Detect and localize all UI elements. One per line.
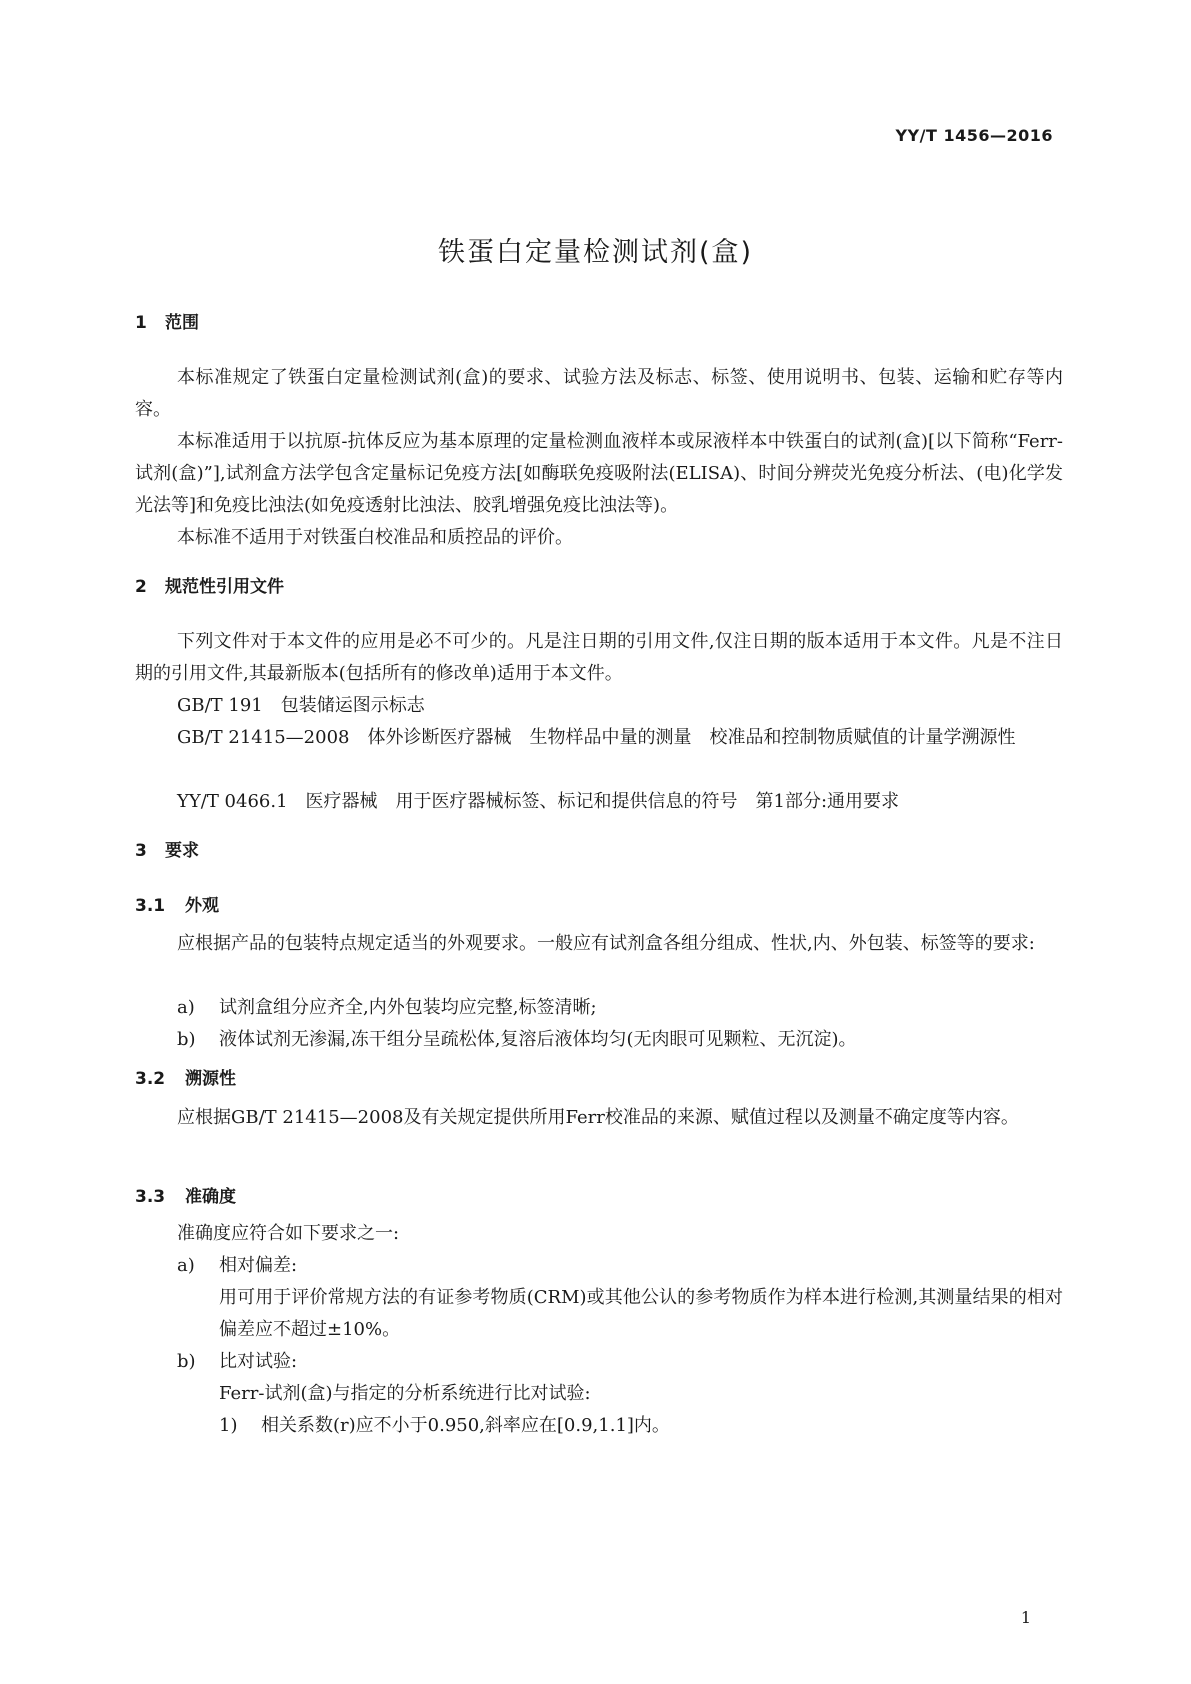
list-item-body: 用可用于评价常规方法的有证参考物质(CRM)或其他公认的参考物质作为样本进行检测,其测量结果的相对偏差应不超过±10%。: [219, 1287, 1063, 1340]
section-1-heading: [135, 308, 199, 333]
section-title: 溯源性: [185, 1069, 236, 1089]
section-3-3-heading: [135, 1182, 236, 1207]
list-item: [177, 1346, 297, 1378]
document-title: 铁蛋白定量检测试剂(盒): [437, 237, 754, 268]
list-text: 液体试剂无渗漏,冻干组分呈疏松体,复溶后液体均匀(无肉眼可见颗粒、无沉淀)。: [219, 1029, 857, 1050]
section-number: 3.1: [135, 896, 166, 916]
reference-item: GB/T 191 包装储运图示标志: [177, 695, 425, 716]
paragraph: 本标准规定了铁蛋白定量检测试剂(盒)的要求、试验方法及标志、标签、使用说明书、包装、运输和贮存等内容。: [135, 367, 1063, 420]
standard-code: YY/T 1456—2016: [895, 126, 1053, 145]
paragraph: 本标准适用于以抗原-抗体反应为基本原理的定量检测血液样本或尿液样本中铁蛋白的试剂(盒)[以下简称“Ferr-试剂(盒)”],试剂盒方法学包含定量标记免疫方法[如酶联免疫吸附法(ELISA)、时间分辨荧光免疫分析法、(电)化学发光法等]和免疫比浊法(如免疫透射比浊法、胶乳增强免疫比浊法等)。: [135, 431, 1063, 516]
section-title: 范围: [165, 313, 199, 333]
section-3-heading: [135, 836, 199, 861]
list-item-body: Ferr-试剂(盒)与指定的分析系统进行比对试验:: [219, 1383, 591, 1404]
list-item: [177, 1250, 297, 1282]
section-title: 外观: [185, 896, 219, 916]
section-3-1-heading: [135, 891, 219, 916]
list-item: [177, 992, 597, 1024]
paragraph: 应根据产品的包装特点规定适当的外观要求。一般应有试剂盒各组分组成、性状,内、外包装、标签等的要求:: [177, 933, 1035, 954]
list-label: a): [177, 997, 195, 1018]
section-number: 3.2: [135, 1069, 166, 1089]
section-number: 2: [135, 577, 147, 597]
list-text: 相对偏差:: [219, 1255, 298, 1276]
paragraph: 准确度应符合如下要求之一:: [177, 1223, 400, 1244]
list-subitem: [219, 1410, 670, 1442]
section-title: 准确度: [185, 1187, 236, 1207]
paragraph: 应根据GB/T 21415—2008及有关规定提供所用Ferr校准品的来源、赋值过程以及测量不确定度等内容。: [177, 1107, 1019, 1128]
paragraph: 下列文件对于本文件的应用是必不可少的。凡是注日期的引用文件,仅注日期的版本适用于本文件。凡是不注日期的引用文件,其最新版本(包括所有的修改单)适用于本文件。: [135, 631, 1063, 684]
reference-item: GB/T 21415—2008 体外诊断医疗器械 生物样品中量的测量 校准品和控制物质赋值的计量学溯源性: [177, 727, 1016, 748]
list-text: 相关系数(r)应不小于0.950,斜率应在[0.9,1.1]内。: [261, 1415, 670, 1436]
list-label: a): [177, 1255, 195, 1276]
reference-item: YY/T 0466.1 医疗器械 用于医疗器械标签、标记和提供信息的符号 第1部分:通用要求: [177, 791, 900, 812]
list-item: [177, 1024, 857, 1056]
section-3-2-heading: [135, 1064, 236, 1089]
page-number: 1: [1020, 1608, 1031, 1627]
list-label: b): [177, 1029, 196, 1050]
list-text: 试剂盒组分应齐全,内外包装均应完整,标签清晰;: [219, 997, 597, 1018]
section-number: 3.3: [135, 1187, 166, 1207]
list-label: b): [177, 1351, 196, 1372]
section-number: 3: [135, 841, 147, 861]
list-label: 1): [219, 1415, 238, 1436]
section-2-heading: [135, 572, 284, 597]
section-title: 要求: [165, 841, 199, 861]
paragraph: 本标准不适用于对铁蛋白校准品和质控品的评价。: [177, 527, 573, 548]
section-title: 规范性引用文件: [165, 577, 284, 597]
list-text: 比对试验:: [219, 1351, 298, 1372]
section-number: 1: [135, 313, 147, 333]
